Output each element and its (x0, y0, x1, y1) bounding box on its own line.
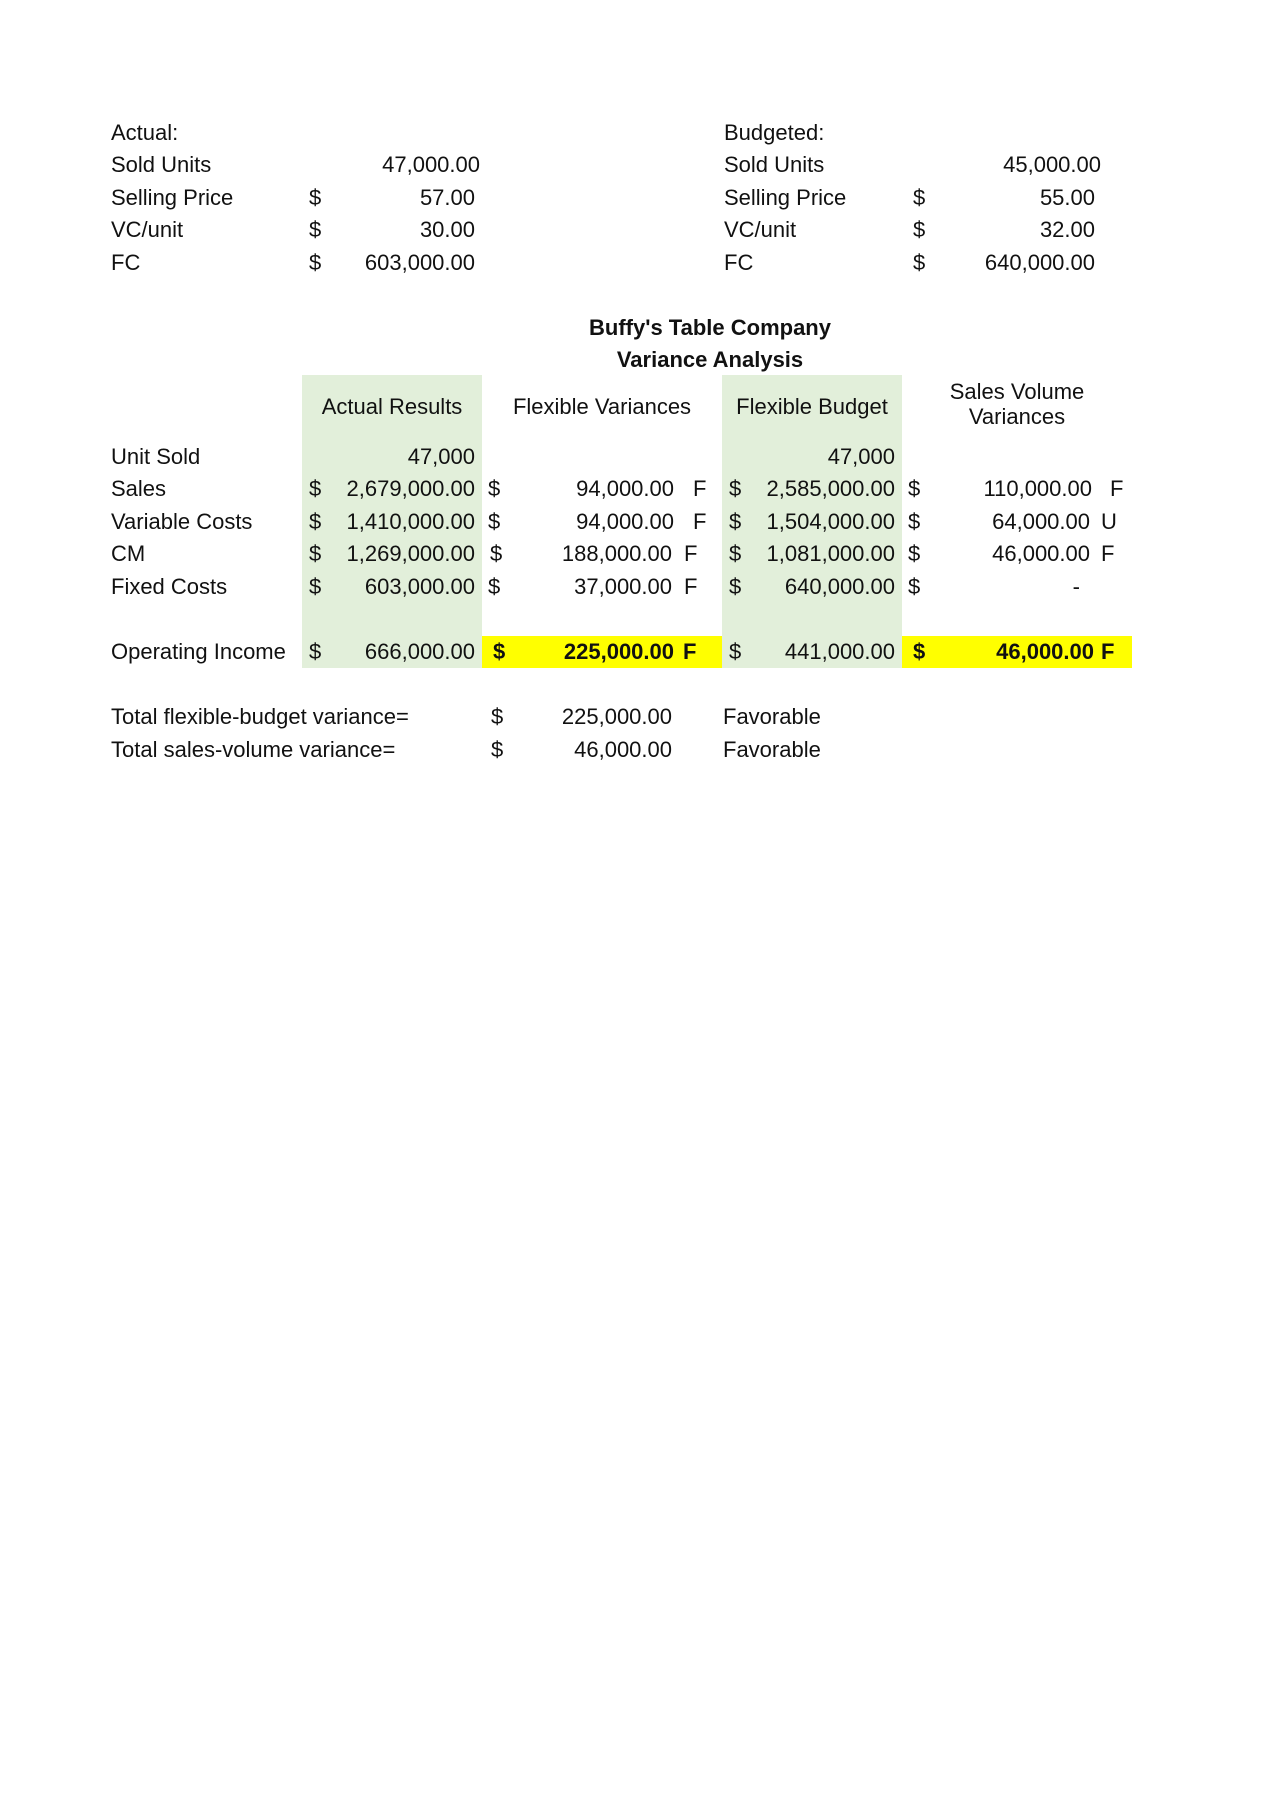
actual-results-cell: 603,000.00 (364, 574, 475, 599)
flexible-budget-cell: 441,000.00 (784, 639, 895, 664)
sales-volume-cell: 46,000.00 (992, 541, 1090, 566)
budgeted-value: 45,000.00 (1003, 152, 1101, 177)
currency-cell: $ (908, 574, 921, 599)
currency-cell: $ (913, 639, 926, 664)
budgeted-label: FC (724, 250, 754, 275)
total-status: Favorable (723, 704, 821, 729)
budgeted-currency: $ (913, 217, 926, 242)
budgeted-value: 32.00 (1039, 217, 1095, 242)
total-label: Total flexible-budget variance= (111, 704, 409, 729)
currency-cell: $ (491, 737, 504, 762)
flexible-variance-cell: 94,000.00 (576, 476, 674, 501)
currency-cell: $ (309, 639, 322, 664)
currency-cell: $ (309, 541, 322, 566)
actual-label: Sold Units (111, 152, 212, 177)
flexible-variance-total: 225,000.00 (563, 639, 674, 664)
variance-flag: F (683, 639, 697, 664)
budgeted-label: Sold Units (724, 152, 825, 177)
variance-flag: F (1110, 476, 1124, 501)
currency-cell: $ (729, 509, 742, 534)
currency-cell: $ (488, 574, 501, 599)
actual-label: FC (111, 250, 141, 275)
actual-value: 57.00 (419, 185, 475, 210)
actual-label: VC/unit (111, 217, 184, 242)
actual-results-cell: 2,679,000.00 (346, 476, 475, 501)
total-value: 46,000.00 (574, 737, 672, 762)
variance-flag: F (684, 574, 698, 599)
budgeted-value: 640,000.00 (984, 250, 1095, 275)
flexible-variance-cell: 188,000.00 (561, 541, 672, 566)
actual-currency: $ (309, 217, 322, 242)
currency-cell: $ (490, 541, 503, 566)
column-header-sales-volume: Sales Volume (949, 379, 1085, 404)
currency-cell: $ (309, 509, 322, 534)
actual-currency: $ (309, 250, 322, 275)
sales-volume-cell: 110,000.00 (983, 476, 1092, 501)
total-value: 225,000.00 (561, 704, 672, 729)
flexible-budget-cell: 47,000 (827, 444, 895, 469)
budgeted-currency: $ (913, 185, 926, 210)
currency-cell: $ (729, 541, 742, 566)
actual-currency: $ (309, 185, 322, 210)
budgeted-label: VC/unit (724, 217, 797, 242)
flexible-variance-cell: 37,000.00 (574, 574, 672, 599)
actual-label: Selling Price (111, 185, 234, 210)
flexible-variance-cell: 94,000.00 (576, 509, 674, 534)
variance-flag: F (1101, 639, 1115, 664)
actual-value: 30.00 (419, 217, 475, 242)
variance-flag: F (693, 476, 707, 501)
actual-results-cell: 1,410,000.00 (346, 509, 475, 534)
actual-results-cell: 666,000.00 (364, 639, 475, 664)
currency-cell: $ (491, 704, 504, 729)
currency-cell: $ (493, 639, 506, 664)
variance-flag: F (1101, 541, 1115, 566)
column-header-actual-results: Actual Results (321, 394, 463, 419)
flexible-budget-cell: 1,504,000.00 (766, 509, 895, 534)
sales-volume-cell: - (1072, 574, 1080, 599)
currency-cell: $ (729, 639, 742, 664)
actual-value: 47,000.00 (382, 152, 480, 177)
column-header-sales-volume-line2: Variances (968, 404, 1066, 429)
row-label: Operating Income (111, 639, 286, 664)
currency-cell: $ (908, 476, 921, 501)
currency-cell: $ (309, 476, 322, 501)
budgeted-heading: Budgeted: (724, 120, 825, 145)
sales-volume-total: 46,000.00 (996, 639, 1094, 664)
row-label: Variable Costs (111, 509, 253, 534)
row-label: Unit Sold (111, 444, 201, 469)
variance-flag: F (693, 509, 707, 534)
total-status: Favorable (723, 737, 821, 762)
budgeted-label: Selling Price (724, 185, 847, 210)
budgeted-currency: $ (913, 250, 926, 275)
actual-heading: Actual: (111, 120, 179, 145)
sales-volume-cell: 64,000.00 (992, 509, 1090, 534)
report-company: Buffy's Table Company (589, 315, 831, 340)
column-header-flexible-budget: Flexible Budget (736, 394, 888, 419)
actual-value: 603,000.00 (364, 250, 475, 275)
variance-flag: F (684, 541, 698, 566)
currency-cell: $ (729, 574, 742, 599)
actual-results-cell: 47,000 (407, 444, 475, 469)
currency-cell: $ (488, 509, 501, 534)
row-label: CM (111, 541, 146, 566)
budgeted-value: 55.00 (1039, 185, 1095, 210)
currency-cell: $ (309, 574, 322, 599)
total-label: Total sales-volume variance= (111, 737, 396, 762)
variance-flag: U (1101, 509, 1117, 534)
currency-cell: $ (729, 476, 742, 501)
currency-cell: $ (908, 509, 921, 534)
column-header-flexible-variances: Flexible Variances (512, 394, 692, 419)
flexible-budget-cell: 640,000.00 (784, 574, 895, 599)
currency-cell: $ (488, 476, 501, 501)
row-label: Sales (111, 476, 167, 501)
row-label: Fixed Costs (111, 574, 228, 599)
report-title: Variance Analysis (616, 347, 804, 372)
flexible-budget-cell: 1,081,000.00 (766, 541, 895, 566)
currency-cell: $ (908, 541, 921, 566)
flexible-budget-cell: 2,585,000.00 (766, 476, 895, 501)
actual-results-cell: 1,269,000.00 (346, 541, 475, 566)
